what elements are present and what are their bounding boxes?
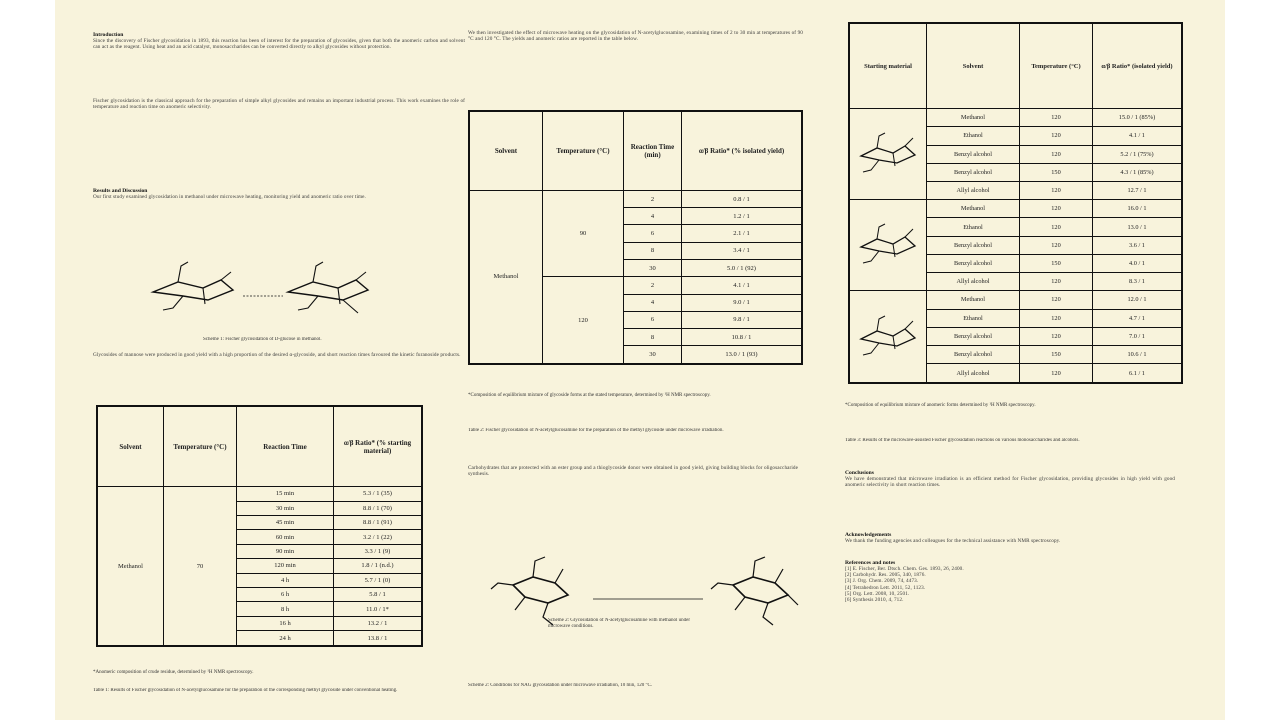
t3-temperature-cell: 120	[1020, 145, 1093, 163]
t1-row	[97, 487, 422, 501]
t2-time-cell: 30	[624, 260, 682, 277]
t1-ratio-cell: 3.3 / 1 (9)	[334, 544, 423, 558]
scheme-2-caption: Scheme 2: Glycosidation of N-acetylglucosamine with methanol under microwave conditions.	[548, 618, 691, 629]
t3-solvent-cell: Benzyl alcohol	[927, 327, 1020, 345]
t3-temperature-cell: 150	[1020, 345, 1093, 363]
t3-ratio-cell: 12.7 / 1	[1093, 182, 1183, 200]
results-heading: Results and Discussion	[93, 188, 148, 194]
t3-ratio-cell: 12.0 / 1	[1093, 291, 1183, 309]
table-3-footnotes: *Composition of equilibrium mixture of anomeric forms determined by ¹H NMR spectroscopy.	[845, 403, 1036, 408]
table-3-caption: Table 3: Results of the microwave-assisted Fischer glycosidation reactions on various monosaccharides and alcohols.	[845, 438, 1080, 443]
t2-temperature-cell: 90	[543, 190, 624, 276]
t2-header-ratio: α/β Ratio* (% isolated yield)	[682, 111, 803, 190]
t3-temperature-cell: 120	[1020, 236, 1093, 254]
t1-ratio-cell: 11.0 / 1*	[334, 602, 423, 616]
t2-ratio-cell: 9.0 / 1	[682, 294, 803, 311]
table-2-footnotes: *Composition of equilibrium mixture of glycoside forms at the stated temperature, determined by ¹H NMR spectroscopy.	[468, 393, 711, 398]
t2-ratio-cell: 10.8 / 1	[682, 329, 803, 346]
t1-ratio-cell: 5.3 / 1 (35)	[334, 487, 423, 501]
t1-time-cell: 15 min	[237, 487, 334, 501]
paragraph-2: Fischer glycosidation is the classical approach for the preparation of simple alkyl glycosides and remains an important industrial process. This work examines the role of temperature and reaction time on anomeric selectivity.	[93, 98, 465, 111]
references-section	[845, 558, 1175, 603]
t3-ratio-cell: 4.0 / 1	[1093, 254, 1183, 272]
t3-ratio-cell: 16.0 / 1	[1093, 200, 1183, 218]
t2-time-cell: 8	[624, 329, 682, 346]
acknowledgements-section	[845, 530, 1175, 544]
t3-starting-material-structure	[849, 109, 927, 200]
reference-item: [3] J. Org. Chem. 2009, 74, 4473.	[845, 578, 919, 585]
t3-solvent-cell: Ethanol	[927, 309, 1020, 327]
col2-para2: Carbohydrates that are protected with an ester group and a thioglycoside donor were obtained in good yield, giving building blocks for oligosaccharide synthesis.	[468, 465, 798, 478]
t2-ratio-cell: 3.4 / 1	[682, 242, 803, 259]
t3-starting-material-structure	[849, 291, 927, 383]
t3-solvent-cell: Benzyl alcohol	[927, 145, 1020, 163]
scheme-2-bottom-caption: Scheme 2: Conditions for NAG glycosidation under microwave irradiation, 10 min, 120 °C.	[468, 683, 653, 688]
table-3	[848, 22, 1183, 384]
t3-ratio-cell: 7.0 / 1	[1093, 327, 1183, 345]
t1-ratio-cell: 3.2 / 1 (22)	[334, 530, 423, 544]
conclusions-heading: Conclusions	[845, 470, 874, 476]
t1-time-cell: 4 h	[237, 573, 334, 587]
t3-solvent-cell: Allyl alcohol	[927, 273, 1020, 291]
references-heading: References and notes	[845, 560, 896, 566]
reference-item: [1] E. Fischer, Ber. Dtsch. Chem. Ges. 1893, 26, 2400.	[845, 566, 964, 572]
t2-time-cell: 2	[624, 277, 682, 294]
t1-header-temperature: Temperature (°C)	[164, 406, 237, 487]
table-2-caption: Table 2: Fischer glycosidation of N-acetylglucosamine for the preparation of the methyl glycoside under microwave irradiation.	[468, 428, 724, 433]
table-2	[468, 110, 803, 365]
t3-row	[849, 200, 1182, 218]
reference-item: [2] Carbohydr. Res. 2005, 340, 1876.	[845, 572, 926, 579]
t3-ratio-cell: 6.1 / 1	[1093, 364, 1183, 383]
t3-temperature-cell: 120	[1020, 364, 1093, 383]
t1-time-cell: 16 h	[237, 616, 334, 630]
t2-row	[469, 190, 802, 207]
t3-temperature-cell: 120	[1020, 291, 1093, 309]
t2-ratio-cell: 4.1 / 1	[682, 277, 803, 294]
t2-solvent-cell: Methanol	[469, 190, 543, 364]
t1-ratio-cell: 13.8 / 1	[334, 631, 423, 646]
t1-temperature-cell: 70	[164, 487, 237, 646]
conclusions-text: We have demonstrated that microwave irradiation is an efficient method for Fischer glycosidation, providing glycosides in high yield with good anomeric selectivity in short reaction times.	[845, 476, 1175, 489]
t2-time-cell: 4	[624, 208, 682, 225]
t3-solvent-cell: Methanol	[927, 291, 1020, 309]
t1-time-cell: 45 min	[237, 516, 334, 530]
t3-row	[849, 109, 1182, 127]
t1-header-solvent: Solvent	[97, 406, 164, 487]
t1-solvent-cell: Methanol	[97, 487, 164, 646]
scheme-1-molecules	[133, 258, 383, 320]
t3-header-ratio: α/β Ratio* (isolated yield)	[1093, 23, 1183, 109]
t1-header-ratio: α/β Ratio* (% starting material)	[334, 406, 423, 487]
after-scheme-text: Glycosides of mannose were produced in good yield with a high proportion of the desired α-glycoside, and short reaction times favoured the kinetic furanoside products.	[93, 352, 461, 358]
t1-ratio-cell: 8.8 / 1 (91)	[334, 516, 423, 530]
t2-time-cell: 4	[624, 294, 682, 311]
references-list	[845, 566, 1175, 603]
acknowledgements-heading: Acknowledgements	[845, 532, 892, 538]
intro-paragraph: Since the discovery of Fischer glycosidation in 1893, this reaction has been of interest for the preparation of glycosides, given that both the anomeric carbon and solvent can act as the reagent. Using heat and an acid catalyst, monosaccharides can be converted directly to alkyl glycosides without protection.	[93, 38, 465, 51]
t1-time-cell: 120 min	[237, 559, 334, 573]
conclusions-section	[845, 468, 1175, 488]
t3-temperature-cell: 120	[1020, 127, 1093, 145]
t3-ratio-cell: 10.6 / 1	[1093, 345, 1183, 363]
t3-ratio-cell: 13.0 / 1	[1093, 218, 1183, 236]
poster	[55, 0, 1225, 720]
t3-ratio-cell: 15.0 / 1 (85%)	[1093, 109, 1183, 127]
t1-ratio-cell: 5.8 / 1	[334, 588, 423, 602]
t3-solvent-cell: Benzyl alcohol	[927, 163, 1020, 181]
t3-ratio-cell: 4.7 / 1	[1093, 309, 1183, 327]
reference-item: [5] Org. Lett. 2008, 10, 2501.	[845, 590, 910, 597]
t3-ratio-cell: 5.2 / 1 (75%)	[1093, 145, 1183, 163]
t1-header-time: Reaction Time	[237, 406, 334, 487]
t3-ratio-cell: 4.3 / 1 (85%)	[1093, 163, 1183, 181]
table-1	[96, 405, 423, 647]
t3-temperature-cell: 120	[1020, 327, 1093, 345]
paragraph-3: Our first study examined glycosidation in methanol under microwave heating, monitoring yield and anomeric ratio over time.	[93, 194, 366, 200]
t1-ratio-cell: 13.2 / 1	[334, 616, 423, 630]
scheme-1-caption: Scheme 1: Fischer glycosidation of D-glucose in methanol.	[203, 337, 322, 342]
t3-header-temperature: Temperature (°C)	[1020, 23, 1093, 109]
t3-temperature-cell: 120	[1020, 309, 1093, 327]
t3-solvent-cell: Ethanol	[927, 218, 1020, 236]
t1-time-cell: 60 min	[237, 530, 334, 544]
t2-time-cell: 8	[624, 242, 682, 259]
t3-temperature-cell: 120	[1020, 182, 1093, 200]
t3-solvent-cell: Benzyl alcohol	[927, 345, 1020, 363]
t3-starting-material-structure	[849, 200, 927, 291]
t2-time-cell: 30	[624, 346, 682, 364]
t3-ratio-cell: 3.6 / 1	[1093, 236, 1183, 254]
t1-ratio-cell: 8.8 / 1 (70)	[334, 501, 423, 515]
t3-temperature-cell: 150	[1020, 254, 1093, 272]
table-1-footnotes: *Anomeric composition of crude residue, determined by ¹H NMR spectroscopy.	[93, 670, 254, 675]
t2-header-temperature: Temperature (°C)	[543, 111, 624, 190]
t3-ratio-cell: 4.1 / 1	[1093, 127, 1183, 145]
t3-solvent-cell: Allyl alcohol	[927, 182, 1020, 200]
t2-ratio-cell: 1.2 / 1	[682, 208, 803, 225]
t2-ratio-cell: 13.0 / 1 (93)	[682, 346, 803, 364]
t3-ratio-cell: 8.3 / 1	[1093, 273, 1183, 291]
t2-header-solvent: Solvent	[469, 111, 543, 190]
t3-solvent-cell: Ethanol	[927, 127, 1020, 145]
t3-solvent-cell: Methanol	[927, 109, 1020, 127]
t2-ratio-cell: 5.0 / 1 (92)	[682, 260, 803, 277]
col1-text	[93, 30, 465, 242]
t3-temperature-cell: 120	[1020, 273, 1093, 291]
acknowledgements-text: We thank the funding agencies and colleagues for the technical assistance with NMR spectroscopy.	[845, 538, 1061, 544]
t1-time-cell: 8 h	[237, 602, 334, 616]
t3-solvent-cell: Allyl alcohol	[927, 364, 1020, 383]
t1-time-cell: 90 min	[237, 544, 334, 558]
t2-ratio-cell: 9.8 / 1	[682, 311, 803, 328]
t3-solvent-cell: Benzyl alcohol	[927, 236, 1020, 254]
t2-time-cell: 6	[624, 225, 682, 242]
t2-ratio-cell: 0.8 / 1	[682, 190, 803, 207]
t3-header-solvent: Solvent	[927, 23, 1020, 109]
intro-heading: Introduction	[93, 32, 124, 38]
t2-time-cell: 6	[624, 311, 682, 328]
t3-temperature-cell: 150	[1020, 163, 1093, 181]
t1-ratio-cell: 1.8 / 1 (n.d.)	[334, 559, 423, 573]
reference-item: [6] Synthesis 2010, 4, 712.	[845, 597, 904, 604]
t3-row	[849, 291, 1182, 309]
t3-solvent-cell: Benzyl alcohol	[927, 254, 1020, 272]
t1-time-cell: 6 h	[237, 588, 334, 602]
t1-ratio-cell: 5.7 / 1 (0)	[334, 573, 423, 587]
t2-ratio-cell: 2.1 / 1	[682, 225, 803, 242]
t3-header-material: Starting material	[849, 23, 927, 109]
t3-temperature-cell: 120	[1020, 218, 1093, 236]
t1-time-cell: 30 min	[237, 501, 334, 515]
t2-header-time: Reaction Time (min)	[624, 111, 682, 190]
t3-temperature-cell: 120	[1020, 109, 1093, 127]
t2-temperature-cell: 120	[543, 277, 624, 364]
t2-time-cell: 2	[624, 190, 682, 207]
t3-solvent-cell: Methanol	[927, 200, 1020, 218]
table-1-caption: Table 1: Results of Fischer glycosidation of N-acetylglucosamine for the preparation of the corresponding methyl glycoside under conventional heating.	[93, 688, 398, 693]
t3-temperature-cell: 120	[1020, 200, 1093, 218]
reference-item: [4] Tetrahedron Lett. 2011, 52, 1123.	[845, 584, 926, 591]
t1-time-cell: 24 h	[237, 631, 334, 646]
col2-intro: We then investigated the effect of microwave heating on the glycosidation of N-acetylglucosamine, examining times of 2 to 30 min at temperatures of 90 °C and 120 °C. The yields and anomeric ratios are reported in the table below.	[468, 30, 803, 43]
